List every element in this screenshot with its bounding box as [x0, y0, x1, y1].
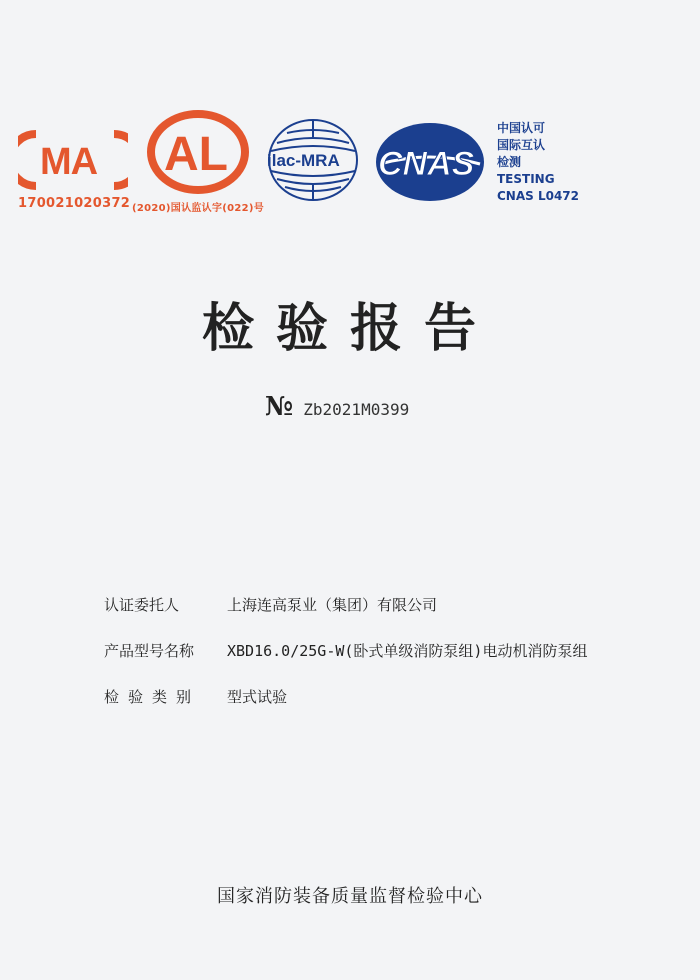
report-info: [104, 594, 587, 732]
cma-cert-number: 170021020372: [18, 196, 131, 211]
report-number-value: Zb2021M0399: [303, 400, 410, 419]
cal-cert-number: (2020)国认监认字(022)号: [132, 203, 265, 214]
type-label: 检验类别: [104, 688, 201, 706]
issuer-name: 国家消防装备质量监督检验中心: [217, 886, 483, 907]
model-row: [104, 640, 587, 686]
cnas-line-1: 中国认可: [497, 121, 546, 135]
red-seal: [676, 480, 700, 590]
number-sign: №: [265, 392, 294, 422]
cnas-line-4: TESTING: [497, 172, 555, 186]
type-value: 型式试验: [227, 688, 288, 706]
cma-logo: [18, 128, 128, 192]
page-title: 检验报告: [201, 298, 498, 359]
cnas-logo-text: CNAS: [378, 145, 475, 183]
ilac-mra-logo: [263, 117, 363, 203]
client-label: 认证委托人: [104, 596, 180, 614]
report-number: [265, 392, 409, 422]
type-row: [104, 686, 587, 732]
ilac-logo-text: ilac-MRA: [267, 151, 340, 170]
cnas-accreditation-text: [497, 120, 579, 205]
client-row: [104, 594, 587, 640]
cnas-line-5: CNAS L0472: [497, 189, 580, 203]
cnas-logo: [372, 120, 490, 204]
cal-logo-text: AL: [164, 128, 228, 181]
model-label: 产品型号名称: [104, 642, 195, 660]
cma-logo-text: MA: [40, 141, 98, 183]
model-value: XBD16.0/25G-W(卧式单级消防泵组)电动机消防泵组: [227, 642, 588, 660]
cnas-line-3: 检测: [497, 155, 522, 169]
cal-logo: [146, 110, 250, 194]
cnas-line-2: 国际互认: [497, 138, 546, 152]
client-value: 上海连高泵业（集团）有限公司: [227, 596, 438, 614]
